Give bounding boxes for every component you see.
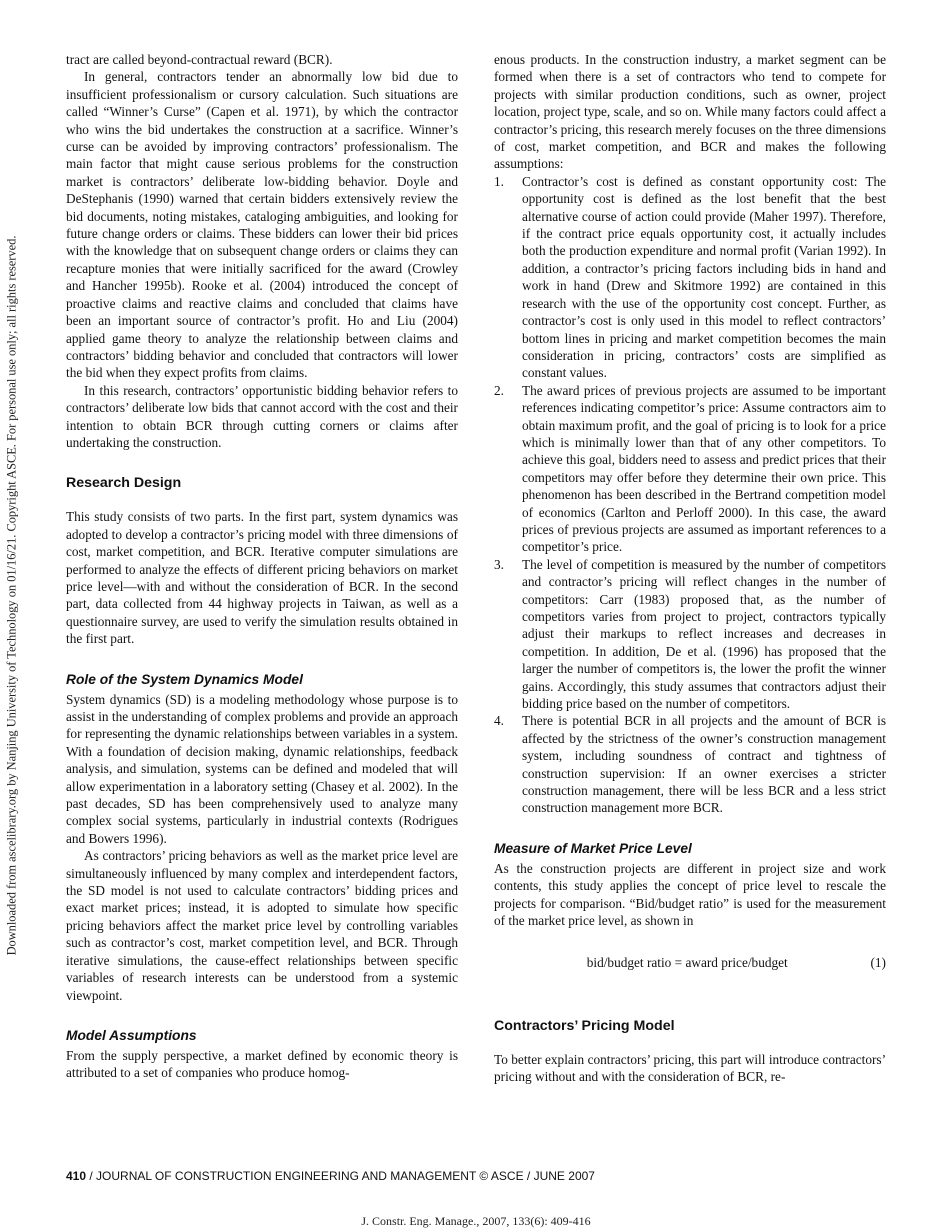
paragraph-research-design: This study consists of two parts. In the first part, system dynamics was adopted to develop a contractor’s pricing model with three dimensions of cost, market competition, and BCR. Iterative computer simulations are performed to analyze the effects of different pricing behaviors on market price level—with and without the consideration of BCR. In the second part, data collected from 44 highway projects in Taiwan, as well as a questionnaire survey, are used to verify the simulation results obtained in the first part. bbox=[66, 509, 458, 647]
list-item bbox=[494, 712, 886, 816]
list-item-number: 4. bbox=[494, 713, 504, 729]
heading-pricing-model: Contractors’ Pricing Model bbox=[494, 1017, 675, 1034]
paragraph-pricing-model: To better explain contractors’ pricing, this part will introduce contractors’ pricing without and with the consideration of BCR, re- bbox=[494, 1051, 886, 1085]
heading-sd-role: Role of the System Dynamics Model bbox=[66, 671, 303, 687]
list-item-number: 2. bbox=[494, 382, 504, 398]
list-item-number: 3. bbox=[494, 556, 504, 572]
paragraph-market-segment: enous products. In the construction industry, a market segment can be formed when there is a set of contractors who tend to compete for projects with similar production conditions, such as owner, project location, project type, scale, and so on. While many factors could affect a contractor’s pricing, this research merely focuses on the three dimensions of cost, market competition, and BCR and makes the following assumptions: bbox=[494, 52, 886, 172]
paragraph-market-price-level: As the construction projects are different in project size and work contents, this study applies the concept of price level to rescale the projects for comparison. “Bid/budget ratio” is used for the measurement of the market price level, as shown in bbox=[494, 860, 886, 929]
paragraph-sd-definition: System dynamics (SD) is a modeling methodology whose purpose is to assist in the understanding of complex problems and provide an approach for representing the dynamic relationships between variables in a system. With a foundation of decision making, dynamic relationships, feedback analysis, and simulation, systems can be defined and modeled that will allow experimentation in a laboratory setting (Chasey et al. 2002). In the past decades, SD has been comprehensively used to analyze many complex social systems, particularly in industrial contexts (Rodrigues and Bowers 1996). bbox=[66, 691, 458, 846]
citation-line: J. Constr. Eng. Manage., 2007, 133(6): 409-416 bbox=[361, 1214, 591, 1228]
list-item-text: The level of competition is measured by the number of competitors and contractor’s pricing will reflect changes in the number of competitors: Carr (1983) proposed that, as the number of competitors varies from project to project, contractors typically adjust their markups to reflect increases and decreases in competition. In addition, De et al. (1996) has proposed that the larger the number of competitors is, the lower the profit the winner gains. Accordingly, this study assumes that contractors adjust their bidding price based on the number of competitors. bbox=[522, 556, 886, 712]
page-footer bbox=[66, 1169, 886, 1183]
paragraph-winners-curse: In general, contractors tender an abnormally low bid due to insufficient professionalism or cursory calculation. Such situations are called “Winner’s Curse” (Capen et al. 1971), by which the contractor who wins the bid undertakes the construction at a sacrifice. Winner’s curse can be avoided by improving contractors’ professionalism. The main factor that might cause serious problems for the construction market is contractors’ deliberate low-bidding behavior. Doyle and DeStephanis (1990) warned that certain bidders extensively review the bid documents, noting mistakes, cataloging ambiguities, and looking for future change orders or claims. These bidders can lower their bid prices with the knowledge that on subsequent change orders or claims they can recapture monies that were initially sacrificed for the award (Crowley and Hancher 1995b). Rooke et al. (2004) introduced the concept of proactive claims and reactive claims and concluded that claims have been an important source of contractor’s profit. Ho and Liu (2004) applied game theory to analyze the relationship between claims and contractors’ bidding behavior and concluded that contractors will lower the bid when they expect profits from claims. bbox=[66, 69, 458, 381]
page-number: 410 bbox=[66, 1169, 87, 1183]
list-item-number: 1. bbox=[494, 173, 504, 189]
heading-model-assumptions: Model Assumptions bbox=[66, 1027, 197, 1043]
equation-1 bbox=[494, 954, 886, 971]
journal-running-footer: / JOURNAL OF CONSTRUCTION ENGINEERING AND MANAGEMENT © ASCE / JUNE 2007 bbox=[86, 1169, 595, 1183]
paragraph-model-assumptions: From the supply perspective, a market defined by economic theory is attributed to a set of companies who produce homog- bbox=[66, 1047, 458, 1081]
list-item bbox=[494, 173, 886, 382]
paragraph-sd-usage: As contractors’ pricing behaviors as well as the market price level are simultaneously influenced by many complex and interdependent factors, the SD model is not used to calculate contractors’ bidding prices and exact market prices; instead, it is adopted to simulate how specific pricing behaviors affect the market price level by controlling variables such as contractor’s cost, market competition level, and BCR. Through iterative simulations, the cause-effect relationships between specific variables of research interests can be understood from a systemic viewpoint. bbox=[66, 848, 458, 1003]
heading-market-price-level: Measure of Market Price Level bbox=[494, 840, 692, 856]
list-item-text: Contractor’s cost is defined as constant opportunity cost: The opportunity cost is defined as the lost benefit that the best alternative course of action could provide (Maher 1997). Therefore, if the contract price equals opportunity cost, it actually includes both the production expenditure and normal profit (Varian 1992). In addition, a contractor’s pricing factors including bids in hand and work in hand (Drew and Skitmore 1992) are contained in this research with the use of the opportunity cost concept. Further, as contractor’s cost is only used in this model to reflect contractors’ bottom lines in pricing and market competition becomes the main consideration in pricing, contractors’ costs are simplified as constant values. bbox=[522, 173, 886, 381]
list-item bbox=[494, 556, 886, 713]
paragraph-intro-end: tract are called beyond-contractual reward (BCR). bbox=[66, 52, 333, 67]
list-item-text: There is potential BCR in all projects and the amount of BCR is affected by the strictness of the owner’s construction management system, including soundness of contract and tightness of construction supervision: If an owner exercises a stricter construction management, there will be less BCR and a less strict construction management more BCR. bbox=[522, 713, 886, 816]
right-column bbox=[494, 51, 886, 1086]
list-item bbox=[494, 382, 886, 556]
list-item-text: The award prices of previous projects are assumed to be important references indicating competitor’s price: Assume contractors aim to obtain maximum profit, and the goal of pricing is to look for a price which is minimally lower than that of any other competitors. To achieve this goal, bidders need to assess and predict prices that their competitors may offer before they determine their own price. This phenomenon has been described in the Bertrand competition model of economics (Carlton and Perloff 2000). In this case, the award prices of previous projects are assumed as important references to a competitor’s price. bbox=[522, 382, 886, 555]
assumptions-list bbox=[494, 173, 886, 817]
download-watermark bbox=[2, 20, 22, 1170]
left-column bbox=[66, 51, 458, 1082]
paragraph-opportunistic-definition: In this research, contractors’ opportunistic bidding behavior refers to contractors’ deliberate low bids that cannot accord with the cost and their intention to obtain BCR through cutting corners or claims after undertaking the construction. bbox=[66, 382, 458, 450]
equation-number: (1) bbox=[870, 954, 886, 970]
heading-research-design: Research Design bbox=[66, 475, 182, 492]
equation-formula: bid/budget ratio = award price/budget bbox=[586, 954, 788, 970]
watermark-text: Downloaded from ascelibrary.org by Nanjing University of Technology on 01/16/21. Copyright ASCE. For personal use only; all rights reserved. bbox=[4, 235, 19, 955]
